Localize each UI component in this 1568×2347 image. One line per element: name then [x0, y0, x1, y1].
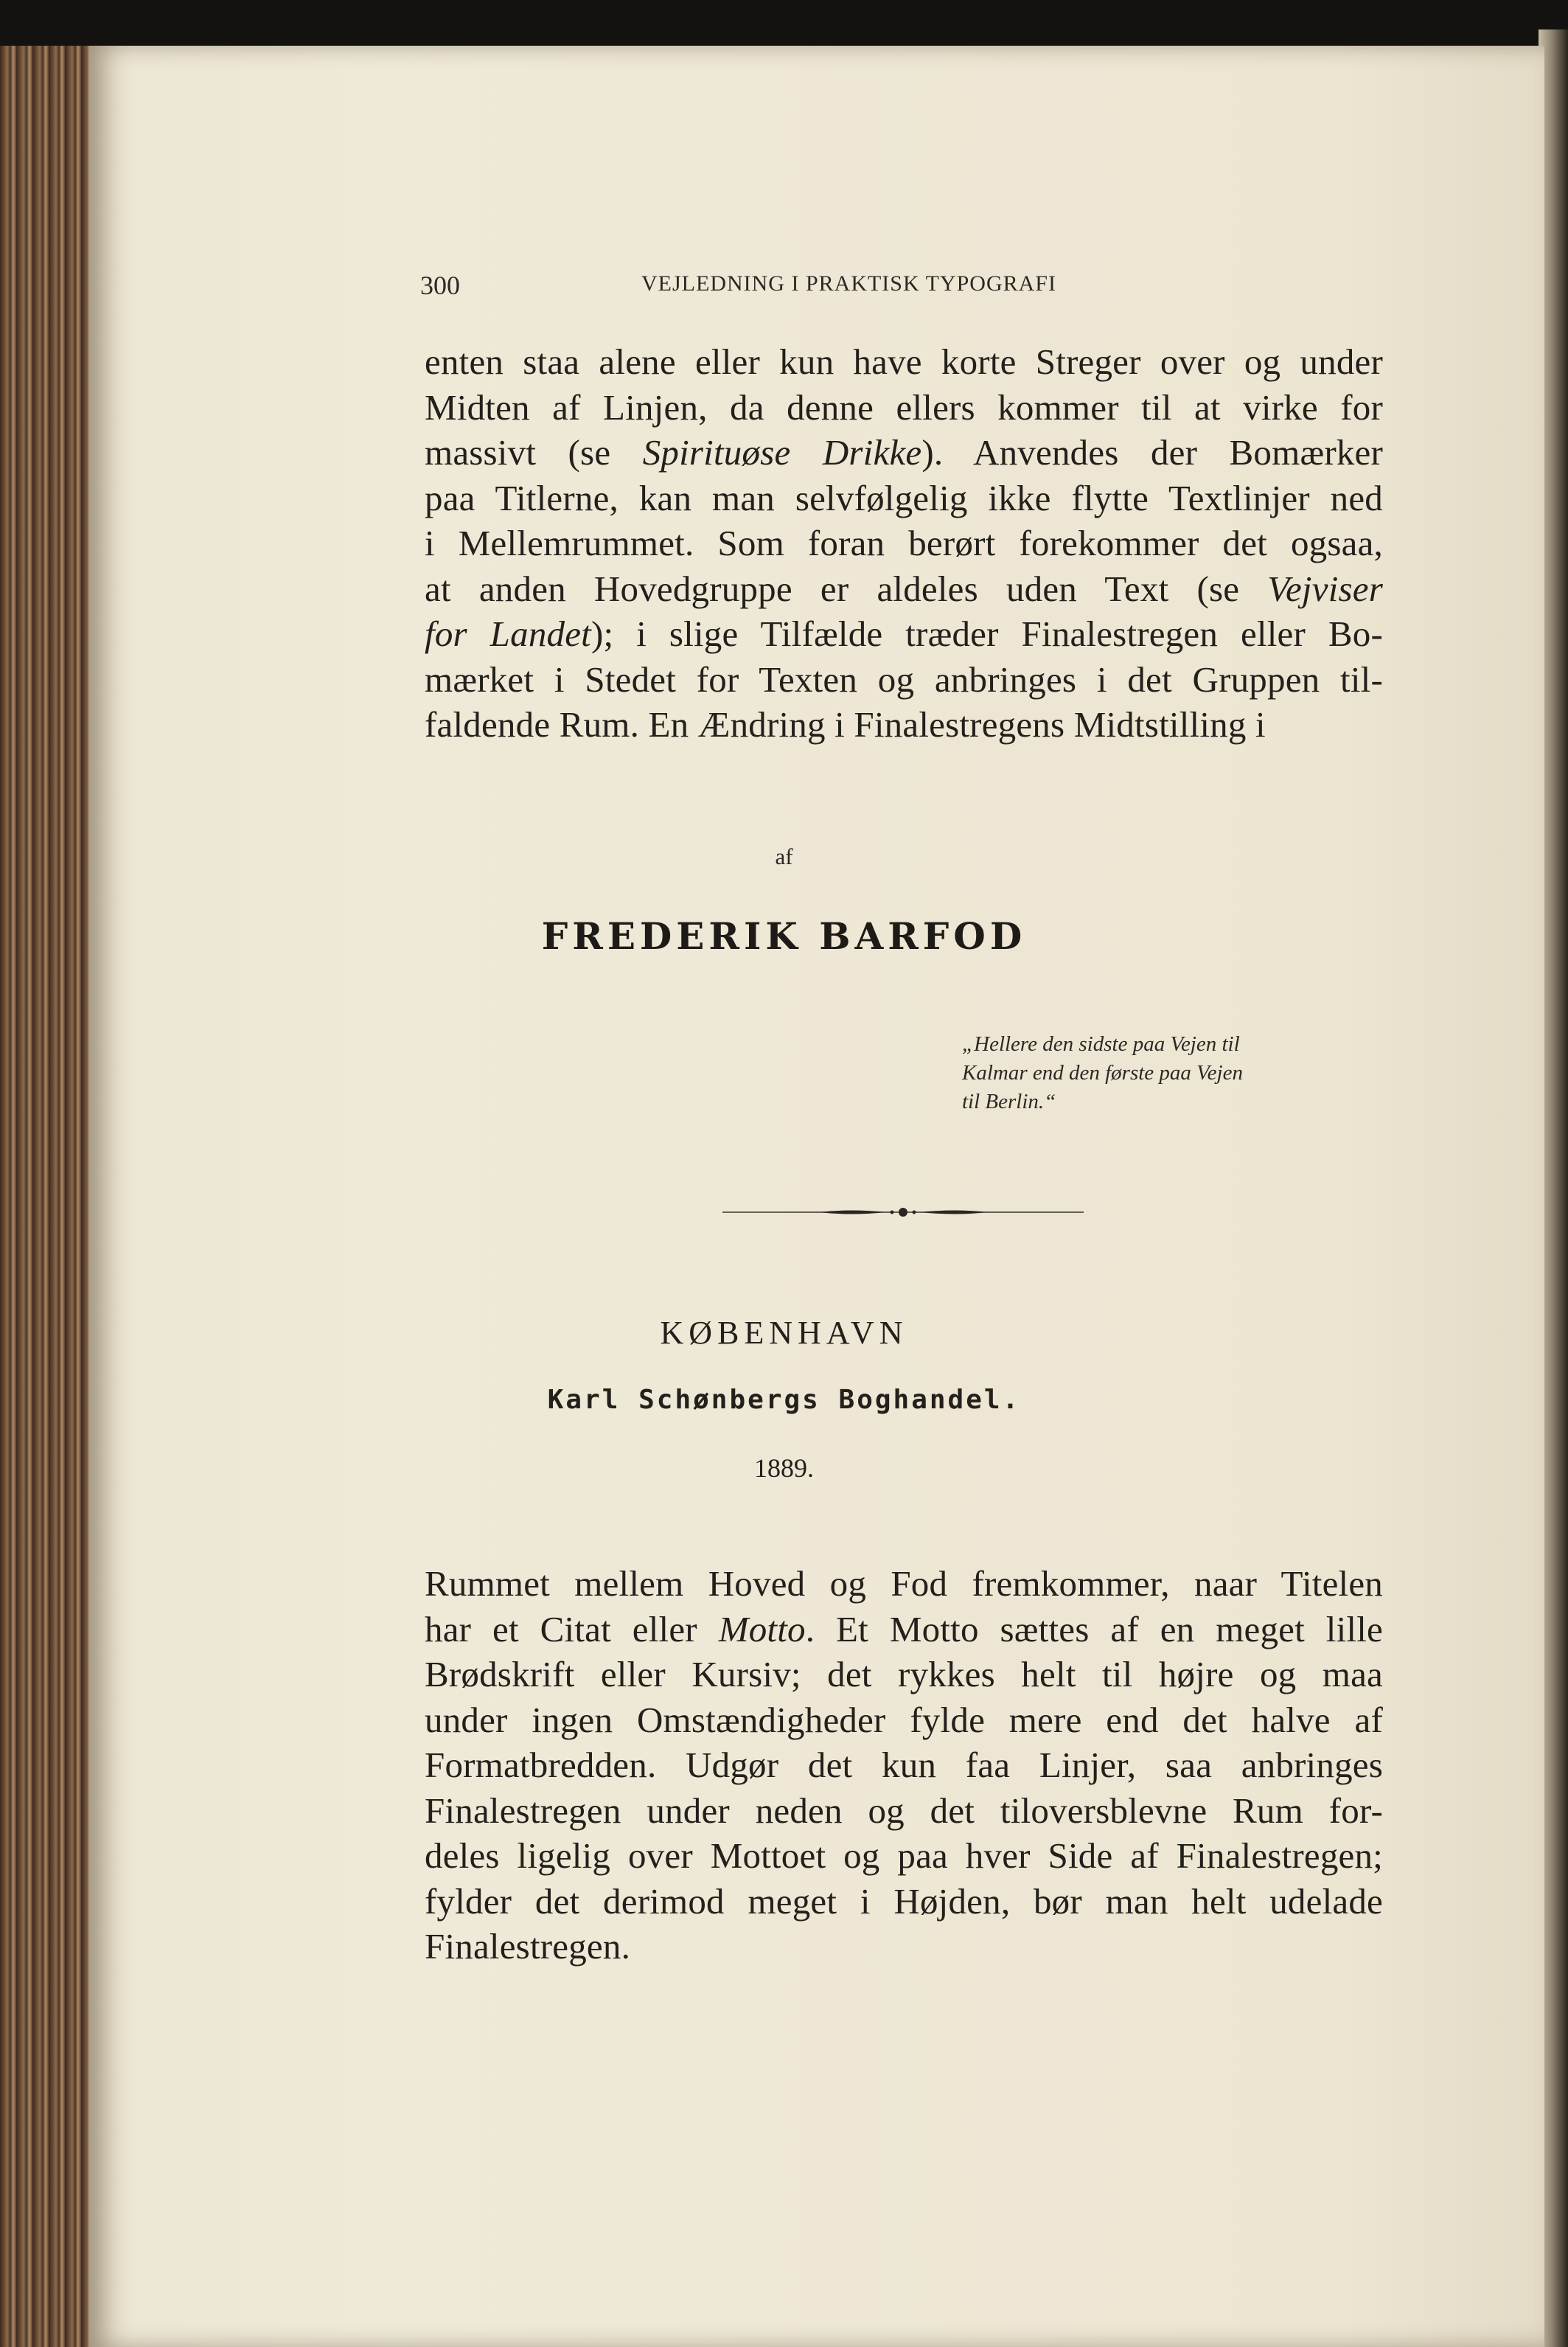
- specimen-motto: [962, 1030, 1375, 1116]
- text-line: [425, 611, 1383, 657]
- specimen-city: KØBENHAVN: [660, 1315, 908, 1351]
- text-line: [425, 476, 1383, 521]
- text-run: Rummet mellem Hoved og Fod fremkommer, naar Titelen: [425, 1563, 1383, 1604]
- paragraph-2: [425, 1561, 1383, 1969]
- text-run: deles ligelig over Mottoet og paa hver Side af Finalestregen;: [425, 1835, 1383, 1876]
- text-run: . Et Motto sættes af en meget lille: [805, 1608, 1383, 1649]
- text-line: [425, 385, 1383, 431]
- text-run: ); i slige Tilfælde træder Finalestregen eller Bo-: [590, 613, 1383, 654]
- text-line: [425, 1652, 1383, 1697]
- text-run: i Mellemrummet. Som foran berørt forekommer det ogsaa,: [425, 523, 1383, 563]
- text-line: [425, 1607, 1383, 1652]
- text-line: [425, 1561, 1383, 1607]
- motto-line: „Hellere den sidste paa Vejen til: [962, 1032, 1240, 1056]
- specimen-af: af: [775, 844, 793, 869]
- italic-run: Motto: [718, 1608, 806, 1649]
- text-line: [425, 1788, 1383, 1834]
- text-run: Formatbredden. Udgør det kun faa Linjer, saa anbringes: [425, 1745, 1383, 1785]
- finale-rule-ornament: [722, 1203, 1084, 1221]
- text-run: at anden Hovedgruppe er aldeles uden Text (se: [425, 568, 1268, 609]
- text-run: enten staa alene eller kun have korte Streger over og under: [425, 341, 1383, 382]
- text-line: [425, 1924, 1383, 1969]
- motto-line: til Berlin.“: [962, 1090, 1056, 1113]
- text-line: [425, 702, 1383, 748]
- italic-run: Vejviser: [1267, 568, 1383, 609]
- text-line: [425, 430, 1383, 476]
- italic-run: Spirituøse Drikke: [642, 432, 922, 473]
- text-run: under ingen Omstændigheder fylde mere end det halve af: [425, 1699, 1383, 1740]
- specimen-author: FREDERIK BARFOD: [541, 914, 1027, 958]
- text-run: Brødskrift eller Kursiv; det rykkes helt til højre og maa: [425, 1654, 1383, 1694]
- text-run: mærket i Stedet for Texten og anbringes i det Gruppen til-: [425, 658, 1383, 700]
- text-line: [425, 1879, 1383, 1924]
- text-line: [425, 1697, 1383, 1743]
- text-line: [425, 566, 1383, 612]
- text-line: [425, 657, 1383, 703]
- text-run: paa Titlerne, kan man selvfølgelig ikke flytte Textlinjer ned: [425, 477, 1383, 518]
- text-run: har et Citat eller: [425, 1608, 719, 1649]
- text-line: [425, 1833, 1383, 1879]
- text-run: faldende Rum. En Ændring i Finalestregens Midtstilling i: [425, 704, 1266, 745]
- motto-line: Kalmar end den første paa Vejen: [962, 1061, 1243, 1085]
- book-page-edges: [0, 46, 103, 2347]
- text-run: massivt (se: [425, 432, 643, 473]
- italic-run: for Landet: [425, 613, 591, 654]
- text-line: [425, 521, 1383, 566]
- running-head: [420, 270, 1165, 299]
- paragraph-1: [425, 339, 1383, 748]
- specimen-publisher: Karl Schønbergs Boghandel.: [547, 1385, 1021, 1415]
- specimen-year: 1889.: [754, 1453, 814, 1483]
- text-run: Finalestregen under neden og det tiloversblevne Rum for-: [425, 1790, 1383, 1831]
- text-run: ). Anvendes der Bomærker: [921, 432, 1384, 473]
- running-title: VEJLEDNING I PRAKTISK TYPOGRAFI: [641, 271, 1056, 296]
- text-line: [425, 1742, 1383, 1788]
- text-line: [425, 339, 1383, 385]
- page-number: 300: [420, 271, 460, 300]
- text-run: Finalestregen.: [425, 1926, 631, 1967]
- text-run: Midten af Linjen, da denne ellers kommer til at virke for: [425, 386, 1383, 428]
- text-run: fylder det derimod meget i Højden, bør man helt udelade: [425, 1880, 1383, 1922]
